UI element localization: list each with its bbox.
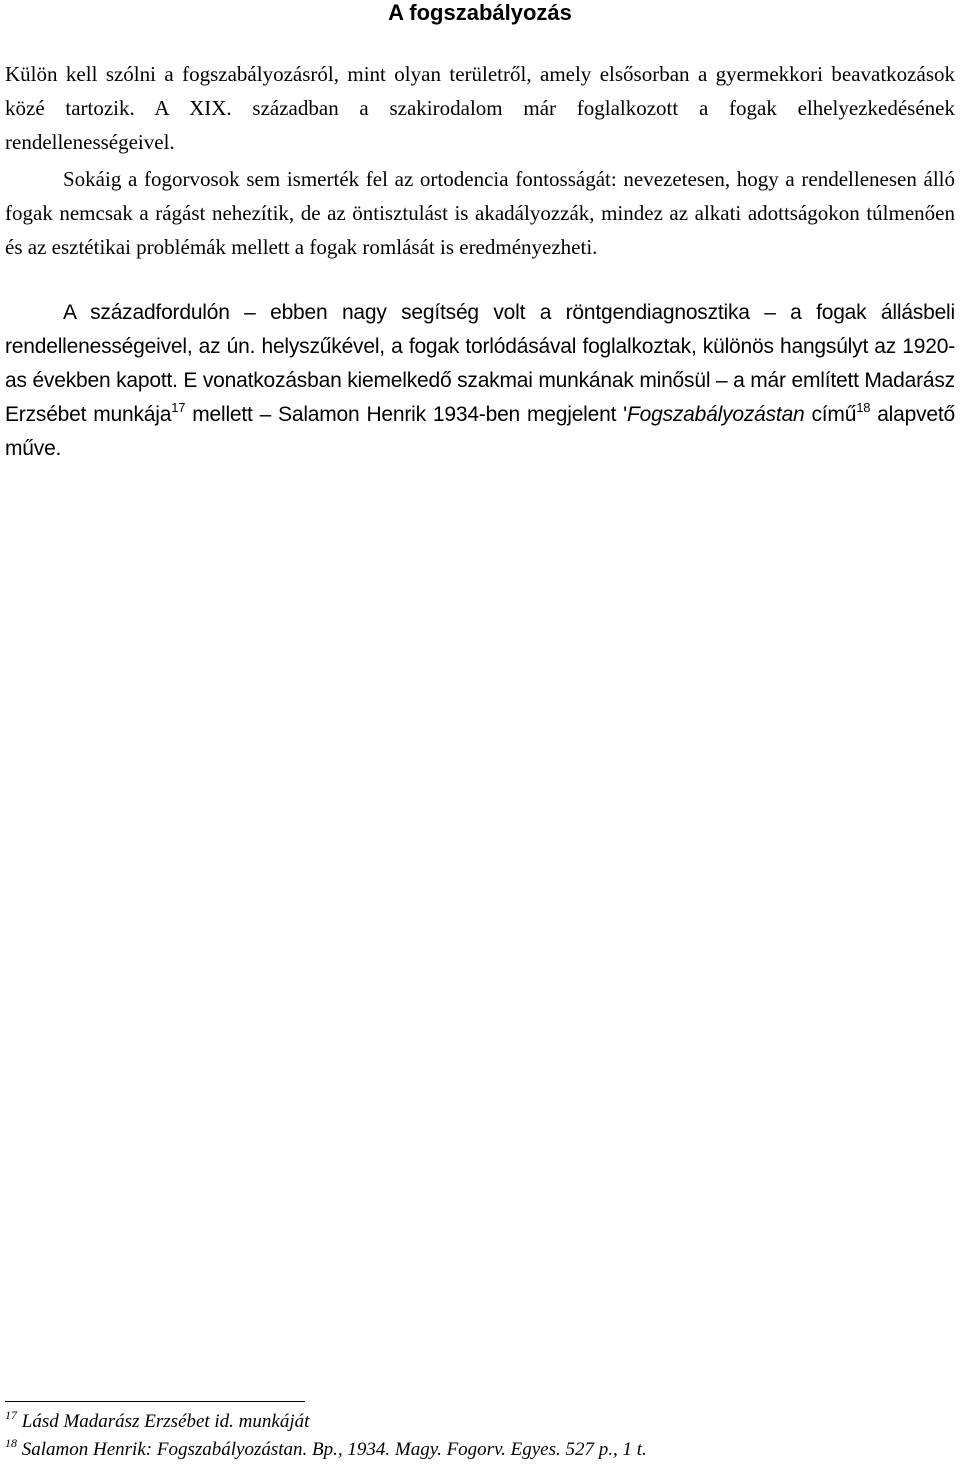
paragraph-history-text <box>5 296 955 466</box>
footnote-text: Lásd Madarász Erzsébet id. munkáját <box>21 1411 310 1432</box>
book-title: Fogszabályozástan <box>626 403 805 426</box>
paragraph-history-part3: című <box>804 403 857 426</box>
footnote-ref-18[interactable]: 18 <box>856 400 871 415</box>
footnote-18 <box>5 1436 955 1464</box>
footnote-text: Salamon Henrik: Fogszabályozástan. Bp., 1934. Magy. Fogorv. Egyes. 527 p., 1 t. <box>21 1439 647 1460</box>
footnote-ref-17[interactable]: 17 <box>171 400 186 415</box>
paragraph-history-part4: alapvető műve. <box>5 403 955 460</box>
paragraph-orthodontics-text: Sokáig a fogorvosok sem ismerték fel az ortodencia fontosságát: nevezetesen, hogy a rendellenesen álló fogak nemcsak a rágást nehezítik, de az öntisztulást is akadályozzák, mindez az alkati adottságokon túlmenően és az esztétikai problémák mellett a fogak romlását is eredményezheti. <box>5 167 955 259</box>
footnote-17 <box>5 1408 955 1436</box>
paragraph-intro <box>5 57 955 159</box>
footnotes <box>5 1408 955 1464</box>
page-title: A fogszabályozás <box>388 0 572 25</box>
footnote-number: 18 <box>5 1436 17 1450</box>
paragraph-intro-text: Külön kell szólni a fogszabályozásról, mint olyan területről, amely elsősorban a gyermekkori beavatkozások közé tartozik. A XIX. században a szakirodalom már foglalkozott a fogak elhelyezkedésének rendellenességeivel. <box>5 62 955 154</box>
paragraph-history <box>5 296 955 466</box>
paragraph-history-part2: mellett – Salamon Henrik 1934-ben megjelent ' <box>185 403 627 426</box>
paragraph-orthodontics <box>5 162 955 264</box>
footnote-number: 17 <box>5 1408 17 1422</box>
paragraph-history-part1: A századfordulón – ebben nagy segítség volt a röntgendiagnosztika – a fogak állásbeli rendellenességeivel, az ún. helyszűkével, a fogak torlódásával foglalkoztak, különös hangsúlyt az 1920-as években kapott. E vonatkozásban kiemelkedő szakmai munkának minősül – a már említett Madarász Erzsébet munkája <box>5 301 955 426</box>
footnote-divider <box>5 1401 305 1402</box>
